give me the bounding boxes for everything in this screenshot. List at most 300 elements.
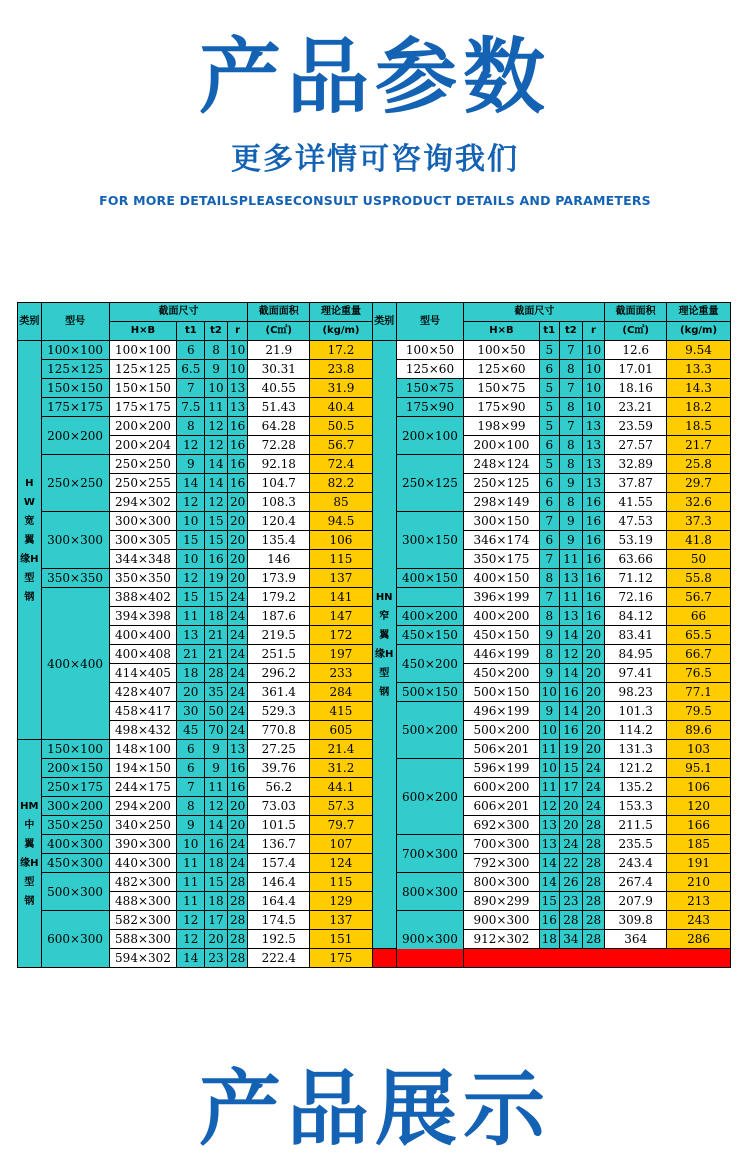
t1-cell: 8 <box>539 645 560 664</box>
weight-cell: 79.7 <box>310 816 373 835</box>
t1-cell: 9 <box>177 455 205 474</box>
t2-cell: 13 <box>560 607 583 626</box>
weight-cell: 147 <box>310 607 373 626</box>
weight-cell: 82.2 <box>310 474 373 493</box>
t2-cell: 9 <box>560 474 583 493</box>
area-cell: 251.5 <box>248 645 310 664</box>
t2-cell: 9 <box>560 531 583 550</box>
t1-cell: 6 <box>539 493 560 512</box>
t1-cell: 10 <box>539 721 560 740</box>
area-header: 截面面积 <box>605 303 667 322</box>
model-cell: 300×200 <box>41 797 109 816</box>
weight-unit-header: (kg/m) <box>667 322 731 341</box>
area-cell: 47.53 <box>605 512 667 531</box>
area-cell: 135.2 <box>605 778 667 797</box>
r-cell: 13 <box>582 436 605 455</box>
t1-cell: 20 <box>177 683 205 702</box>
area-cell: 30.31 <box>248 360 310 379</box>
area-cell: 364 <box>605 930 667 949</box>
area-cell: 121.2 <box>605 759 667 778</box>
r-cell: 24 <box>582 778 605 797</box>
hb-cell: 440×300 <box>109 854 177 873</box>
area-cell: 18.16 <box>605 379 667 398</box>
weight-cell: 89.6 <box>667 721 731 740</box>
hb-cell: 458×417 <box>109 702 177 721</box>
t1-cell: 14 <box>539 873 560 892</box>
t2-cell: 8 <box>560 455 583 474</box>
r-cell: 10 <box>227 360 248 379</box>
hb-cell: 400×200 <box>464 607 539 626</box>
area-cell: 23.59 <box>605 417 667 436</box>
model-cell: 500×300 <box>41 873 109 911</box>
area-cell: 72.16 <box>605 588 667 607</box>
t1-cell: 12 <box>177 911 205 930</box>
weight-cell: 23.8 <box>310 360 373 379</box>
t2-cell: 50 <box>205 702 228 721</box>
model-cell: 250×250 <box>41 455 109 512</box>
area-cell: 174.5 <box>248 911 310 930</box>
area-cell: 153.3 <box>605 797 667 816</box>
area-cell: 27.57 <box>605 436 667 455</box>
hb-cell: 200×100 <box>464 436 539 455</box>
section-size-header: 截面尺寸 <box>464 303 605 322</box>
r-cell: 24 <box>227 702 248 721</box>
t1-cell: 9 <box>177 816 205 835</box>
weight-cell: 175 <box>310 949 373 968</box>
t1-cell: 6 <box>539 360 560 379</box>
t2-cell: 12 <box>205 436 228 455</box>
hb-cell: 250×255 <box>109 474 177 493</box>
hb-cell: 175×175 <box>109 398 177 417</box>
r-cell: 10 <box>227 341 248 360</box>
weight-cell: 95.1 <box>667 759 731 778</box>
r-cell: 20 <box>227 531 248 550</box>
category-cell: HN窄翼缘H型钢 <box>372 341 396 949</box>
r-cell: 20 <box>227 797 248 816</box>
header-row-1 <box>18 303 731 322</box>
hb-cell: 606×201 <box>464 797 539 816</box>
hb-cell: 498×432 <box>109 721 177 740</box>
t1-cell: 7 <box>539 550 560 569</box>
r-cell: 16 <box>582 588 605 607</box>
r-cell: 20 <box>227 512 248 531</box>
table-body <box>18 341 731 968</box>
t2-cell: 9 <box>205 759 228 778</box>
model-cell <box>396 588 464 607</box>
area-cell: 146.4 <box>248 873 310 892</box>
r-cell: 28 <box>227 949 248 968</box>
area-cell: 114.2 <box>605 721 667 740</box>
t2-cell: 28 <box>205 664 228 683</box>
page-title: 产品参数 <box>198 30 551 125</box>
t1-cell: 6 <box>539 531 560 550</box>
area-cell: 104.7 <box>248 474 310 493</box>
t2-cell: 15 <box>205 588 228 607</box>
area-cell: 39.76 <box>248 759 310 778</box>
r-cell: 16 <box>582 512 605 531</box>
area-cell: 108.3 <box>248 493 310 512</box>
weight-cell: 137 <box>310 569 373 588</box>
t2-cell: 12 <box>560 645 583 664</box>
hb-cell: 890×299 <box>464 892 539 911</box>
hb-cell: 506×201 <box>464 740 539 759</box>
category-cell: HW宽翼缘H型钢 <box>18 341 42 740</box>
hb-cell: 125×125 <box>109 360 177 379</box>
model-cell: 900×300 <box>396 911 464 968</box>
r-cell: 28 <box>582 854 605 873</box>
hb-cell: 414×405 <box>109 664 177 683</box>
weight-header: 理论重量 <box>667 303 731 322</box>
r-cell: 20 <box>582 740 605 759</box>
r-cell: 13 <box>227 740 248 759</box>
t2-cell: 28 <box>560 911 583 930</box>
t2-cell: 11 <box>560 588 583 607</box>
r-cell: 28 <box>227 911 248 930</box>
area-unit-header: (C㎡) <box>605 322 667 341</box>
t2-cell: 12 <box>205 493 228 512</box>
t2-cell: 9 <box>205 360 228 379</box>
hb-header: H×B <box>109 322 177 341</box>
weight-cell: 243 <box>667 911 731 930</box>
t1-cell: 10 <box>539 683 560 702</box>
hb-cell: 594×302 <box>109 949 177 968</box>
t1-cell: 18 <box>539 930 560 949</box>
category-cell: HM中翼缘H型钢 <box>18 740 42 968</box>
area-cell: 157.4 <box>248 854 310 873</box>
model-cell: 300×150 <box>396 512 464 569</box>
t2-cell: 14 <box>205 816 228 835</box>
r-cell: 28 <box>582 816 605 835</box>
section-title: 产品展示 <box>198 1062 551 1157</box>
r-cell: 28 <box>582 892 605 911</box>
area-cell: 63.66 <box>605 550 667 569</box>
t1-cell: 14 <box>177 474 205 493</box>
t2-cell: 8 <box>560 360 583 379</box>
t1-cell: 18 <box>177 664 205 683</box>
r-cell: 28 <box>582 835 605 854</box>
t2-cell: 16 <box>560 721 583 740</box>
area-cell: 309.8 <box>605 911 667 930</box>
t1-header: t1 <box>177 322 205 341</box>
weight-cell: 103 <box>667 740 731 759</box>
r-header: r <box>582 322 605 341</box>
t2-cell: 16 <box>205 550 228 569</box>
r-cell: 24 <box>582 797 605 816</box>
t2-cell: 19 <box>560 740 583 759</box>
hb-cell: 100×100 <box>109 341 177 360</box>
model-cell: 175×90 <box>396 398 464 417</box>
area-header: 截面面积 <box>248 303 310 322</box>
t2-cell: 14 <box>560 664 583 683</box>
t1-cell: 11 <box>539 778 560 797</box>
hb-cell: 250×250 <box>109 455 177 474</box>
r-cell: 16 <box>227 759 248 778</box>
t1-cell: 13 <box>539 835 560 854</box>
t2-cell: 14 <box>205 455 228 474</box>
t2-cell: 20 <box>560 816 583 835</box>
r-cell: 20 <box>582 626 605 645</box>
t2-cell: 22 <box>560 854 583 873</box>
weight-cell: 120 <box>667 797 731 816</box>
weight-header: 理论重量 <box>310 303 373 322</box>
hb-cell: 250×125 <box>464 474 539 493</box>
hb-cell: 248×124 <box>464 455 539 474</box>
hb-cell: 596×199 <box>464 759 539 778</box>
weight-cell: 213 <box>667 892 731 911</box>
r-cell: 28 <box>582 911 605 930</box>
area-cell: 64.28 <box>248 417 310 436</box>
weight-cell: 107 <box>310 835 373 854</box>
weight-cell: 65.5 <box>667 626 731 645</box>
model-cell: 400×400 <box>41 588 109 740</box>
t2-cell: 11 <box>205 778 228 797</box>
t1-cell: 10 <box>539 759 560 778</box>
t1-cell: 11 <box>177 607 205 626</box>
hb-cell: 344×348 <box>109 550 177 569</box>
weight-cell: 106 <box>667 778 731 797</box>
area-cell: 267.4 <box>605 873 667 892</box>
t2-cell: 26 <box>560 873 583 892</box>
area-cell: 235.5 <box>605 835 667 854</box>
weight-cell: 17.2 <box>310 341 373 360</box>
model-cell: 450×200 <box>396 645 464 683</box>
weight-cell: 172 <box>310 626 373 645</box>
t2-cell: 7 <box>560 417 583 436</box>
hb-cell: 244×175 <box>109 778 177 797</box>
model-cell: 150×75 <box>396 379 464 398</box>
hb-cell: 300×300 <box>109 512 177 531</box>
t1-cell: 5 <box>539 341 560 360</box>
weight-cell: 14.3 <box>667 379 731 398</box>
t1-cell: 15 <box>177 531 205 550</box>
t1-cell: 30 <box>177 702 205 721</box>
model-cell: 350×350 <box>41 569 109 588</box>
weight-cell: 77.1 <box>667 683 731 702</box>
model-cell: 300×300 <box>41 512 109 569</box>
t1-cell: 7.5 <box>177 398 205 417</box>
hb-cell: 300×305 <box>109 531 177 550</box>
hb-cell: 400×408 <box>109 645 177 664</box>
area-cell: 37.87 <box>605 474 667 493</box>
t1-cell: 9 <box>539 664 560 683</box>
r-cell: 24 <box>227 854 248 873</box>
weight-cell: 79.5 <box>667 702 731 721</box>
r-cell: 20 <box>582 702 605 721</box>
t1-cell: 9 <box>539 626 560 645</box>
r-cell: 20 <box>582 645 605 664</box>
t2-cell: 19 <box>205 569 228 588</box>
weight-cell: 115 <box>310 873 373 892</box>
area-cell: 135.4 <box>248 531 310 550</box>
t1-cell: 11 <box>177 892 205 911</box>
area-cell: 12.6 <box>605 341 667 360</box>
hb-cell: 198×99 <box>464 417 539 436</box>
hb-cell: 200×200 <box>109 417 177 436</box>
r-cell: 20 <box>582 721 605 740</box>
weight-cell: 137 <box>310 911 373 930</box>
t1-cell: 11 <box>177 873 205 892</box>
weight-cell: 233 <box>310 664 373 683</box>
r-cell: 20 <box>227 550 248 569</box>
t1-cell: 12 <box>177 930 205 949</box>
t2-cell: 14 <box>560 702 583 721</box>
hb-cell: 294×302 <box>109 493 177 512</box>
r-cell: 24 <box>582 759 605 778</box>
weight-cell: 18.2 <box>667 398 731 417</box>
area-cell: 97.41 <box>605 664 667 683</box>
t1-cell: 6.5 <box>177 360 205 379</box>
area-cell: 173.9 <box>248 569 310 588</box>
model-cell: 200×100 <box>396 417 464 455</box>
t2-cell: 13 <box>560 569 583 588</box>
t2-cell: 8 <box>205 341 228 360</box>
r-cell: 24 <box>227 588 248 607</box>
t1-cell: 6 <box>177 740 205 759</box>
r-cell: 10 <box>582 341 605 360</box>
t1-cell: 7 <box>177 379 205 398</box>
hb-cell: 346×174 <box>464 531 539 550</box>
area-cell: 179.2 <box>248 588 310 607</box>
t1-cell: 8 <box>539 569 560 588</box>
hb-cell: 350×350 <box>109 569 177 588</box>
area-cell: 219.5 <box>248 626 310 645</box>
table-row <box>18 949 731 968</box>
r-cell: 13 <box>227 398 248 417</box>
t2-cell: 20 <box>560 797 583 816</box>
model-cell: 250×125 <box>396 455 464 512</box>
area-cell: 56.2 <box>248 778 310 797</box>
r-cell: 28 <box>227 873 248 892</box>
r-cell: 24 <box>227 683 248 702</box>
weight-cell: 106 <box>310 531 373 550</box>
hb-cell: 400×150 <box>464 569 539 588</box>
hb-cell: 100×50 <box>464 341 539 360</box>
hb-cell: 298×149 <box>464 493 539 512</box>
weight-cell: 284 <box>310 683 373 702</box>
t1-cell: 15 <box>539 892 560 911</box>
area-cell: 21.9 <box>248 341 310 360</box>
r-cell: 24 <box>227 664 248 683</box>
hb-cell: 350×175 <box>464 550 539 569</box>
weight-cell: 124 <box>310 854 373 873</box>
r-cell: 16 <box>227 474 248 493</box>
t1-cell: 6 <box>539 474 560 493</box>
english-tagline: FOR MORE DETAILSPLEASECONSULT USPRODUCT DETAILS AND PARAMETERS <box>99 193 651 208</box>
weight-cell: 57.3 <box>310 797 373 816</box>
hb-cell: 450×200 <box>464 664 539 683</box>
weight-cell: 50 <box>667 550 731 569</box>
t2-cell: 7 <box>560 379 583 398</box>
t1-cell: 16 <box>539 911 560 930</box>
model-cell: 400×300 <box>41 835 109 854</box>
area-unit-header: (C㎡) <box>248 322 310 341</box>
model-cell: 400×200 <box>396 607 464 626</box>
model-cell: 450×150 <box>396 626 464 645</box>
model-cell: 100×100 <box>41 341 109 360</box>
weight-cell: 29.7 <box>667 474 731 493</box>
r-cell: 16 <box>582 607 605 626</box>
area-cell: 192.5 <box>248 930 310 949</box>
t1-cell: 7 <box>539 588 560 607</box>
t2-cell: 23 <box>205 949 228 968</box>
category-header: 类别 <box>18 303 42 341</box>
t2-cell: 15 <box>205 531 228 550</box>
r-cell: 10 <box>582 360 605 379</box>
hb-cell: 450×150 <box>464 626 539 645</box>
t1-cell: 5 <box>539 398 560 417</box>
r-cell: 16 <box>582 550 605 569</box>
t1-cell: 12 <box>177 493 205 512</box>
r-cell: 24 <box>227 835 248 854</box>
hb-cell: 912×302 <box>464 930 539 949</box>
area-cell: 770.8 <box>248 721 310 740</box>
weight-cell: 185 <box>667 835 731 854</box>
r-cell: 24 <box>227 645 248 664</box>
area-cell: 101.5 <box>248 816 310 835</box>
r-cell: 13 <box>582 474 605 493</box>
r-cell: 20 <box>227 569 248 588</box>
hb-cell: 390×300 <box>109 835 177 854</box>
r-cell: 16 <box>227 417 248 436</box>
r-cell: 28 <box>227 930 248 949</box>
model-cell: 600×200 <box>396 759 464 835</box>
area-cell: 27.25 <box>248 740 310 759</box>
hb-cell: 800×300 <box>464 873 539 892</box>
weight-cell: 31.9 <box>310 379 373 398</box>
hb-cell: 396×199 <box>464 588 539 607</box>
model-cell: 400×150 <box>396 569 464 588</box>
model-cell: 800×300 <box>396 873 464 911</box>
t2-cell: 34 <box>560 930 583 949</box>
weight-cell: 141 <box>310 588 373 607</box>
t2-cell: 14 <box>560 626 583 645</box>
hb-cell: 792×300 <box>464 854 539 873</box>
weight-cell: 76.5 <box>667 664 731 683</box>
weight-cell: 129 <box>310 892 373 911</box>
t1-cell: 14 <box>177 949 205 968</box>
r-cell: 10 <box>582 398 605 417</box>
t2-cell: 35 <box>205 683 228 702</box>
r-cell: 16 <box>582 531 605 550</box>
weight-cell: 21.4 <box>310 740 373 759</box>
weight-cell: 191 <box>667 854 731 873</box>
weight-cell: 55.8 <box>667 569 731 588</box>
model-cell: 350×250 <box>41 816 109 835</box>
t2-cell: 20 <box>205 930 228 949</box>
t1-cell: 15 <box>177 588 205 607</box>
weight-cell: 56.7 <box>667 588 731 607</box>
hb-cell: 300×150 <box>464 512 539 531</box>
t1-cell: 11 <box>539 740 560 759</box>
area-cell: 131.3 <box>605 740 667 759</box>
t1-cell: 45 <box>177 721 205 740</box>
t2-cell: 17 <box>560 778 583 797</box>
t2-cell: 8 <box>560 436 583 455</box>
t1-cell: 9 <box>539 702 560 721</box>
r-header: r <box>227 322 248 341</box>
area-cell: 23.21 <box>605 398 667 417</box>
t2-cell: 70 <box>205 721 228 740</box>
weight-cell: 25.8 <box>667 455 731 474</box>
hb-cell: 692×300 <box>464 816 539 835</box>
area-cell: 71.12 <box>605 569 667 588</box>
hb-cell: 482×300 <box>109 873 177 892</box>
weight-cell: 605 <box>310 721 373 740</box>
t1-cell: 8 <box>177 417 205 436</box>
weight-cell: 21.7 <box>667 436 731 455</box>
t1-cell: 14 <box>539 854 560 873</box>
table-row <box>18 341 731 360</box>
